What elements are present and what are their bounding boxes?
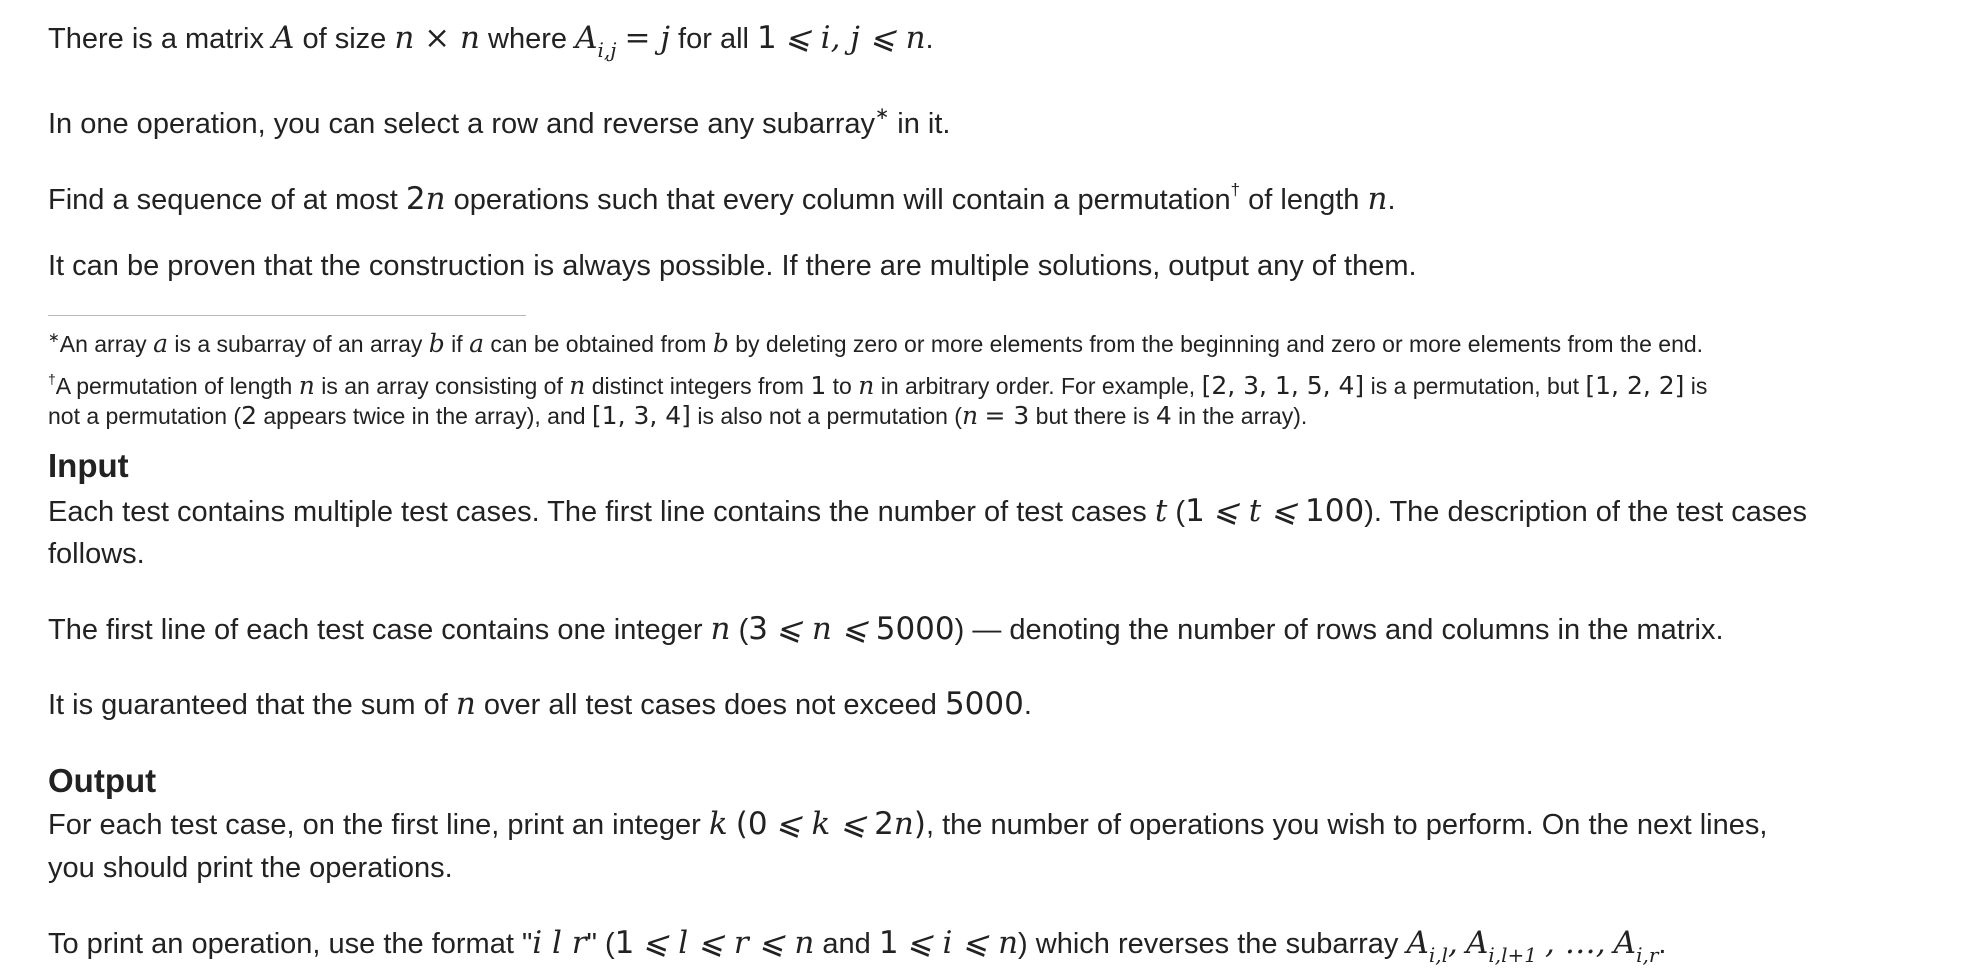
- statement-proof-note: It can be proven that the construction is always possible. If there are multiple solutions, output any of them.: [48, 250, 1417, 282]
- input-test-count: Each test contains multiple test cases. The first line contains the number of test cases t (1 ⩽ t ⩽ 100). The description of the test cases: [48, 493, 1807, 529]
- input-heading: Input: [48, 447, 129, 484]
- footnote-permutation: †A permutation of length n is an array consisting of n distinct integers from 1 to n in arbitrary order. For example, [2, 3, 1, 5, 4] is a permutation, but [1, 2, 2] is: [48, 371, 1708, 400]
- input-n-description: The first line of each test case contains one integer n (3 ⩽ n ⩽ 5000) — denoting the number of rows and columns in the matrix.: [48, 611, 1724, 647]
- footnote-divider: [48, 315, 526, 316]
- footnote-permutation-continued: not a permutation (2 appears twice in the array), and [1, 3, 4] is also not a permutation (n = 3 but there is 4 in the array).: [48, 401, 1308, 430]
- output-operation-format: To print an operation, use the format "i l r" (1 ⩽ l ⩽ r ⩽ n and 1 ⩽ i ⩽ n) which reverses the subarray $A_{i,l}$, $A_{i,l+1}$ , …, $A_{i,r}$.: [48, 925, 1667, 967]
- footnote-subarray: ∗An array a is a subarray of an array b if a can be obtained from b by deleting zero or more elements from the beginning and zero or more elements from the end.: [48, 329, 1704, 358]
- statement-matrix-definition: There is a matrix A of size n × n where $A_{i,j} = j$ for all 1 ⩽ i, j ⩽ n.: [48, 20, 934, 62]
- output-operation-count-continued: you should print the operations.: [48, 852, 453, 884]
- input-sum-constraint: It is guaranteed that the sum of n over all test cases does not exceed 5000.: [48, 686, 1032, 722]
- statement-goal: Find a sequence of at most 2n operations such that every column will contain a permutation† of length n.: [48, 180, 1396, 217]
- statement-operation: In one operation, you can select a row and reverse any subarray∗ in it.: [48, 104, 951, 140]
- output-operation-count: For each test case, on the first line, print an integer k (0 ⩽ k ⩽ 2n), the number of operations you wish to perform. On the next lines,: [48, 806, 1768, 842]
- input-test-count-continued: follows.: [48, 538, 145, 570]
- output-heading: Output: [48, 762, 157, 799]
